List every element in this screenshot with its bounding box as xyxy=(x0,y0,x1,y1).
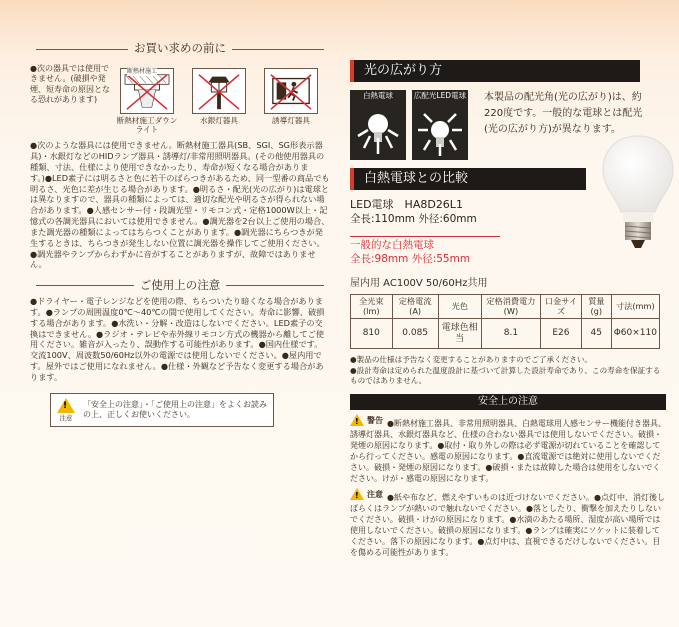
table-cell: 0.085 xyxy=(392,319,438,349)
model-line: LED電球 HA8D26L1 xyxy=(350,198,463,211)
led-label: 広配光LED電球 xyxy=(413,91,467,100)
caution-triangle-icon: ! xyxy=(350,488,364,500)
separator-line xyxy=(350,236,500,237)
insulated-box-text: 断熱材施工 xyxy=(127,68,158,75)
insulated-ceiling-icon xyxy=(120,68,174,114)
warning-triangle-icon: ! xyxy=(57,398,75,413)
caution-text: ●紙や布など、燃えやすいものは近づけないでください。●点灯中、消灯後しばらくはランプが熱いので触れないでください。●落としたり、衝撃を加えたりしないでください。破損・けがの原因になります。●水滴のあたる場所、湿度が高い場所では使用しないでください。破損の原因になります。●ランプは確実にソケットに装着してください。落下の原因になります。●点灯中は、直視できるだけしないでください。目を傷める可能性があります。 xyxy=(350,493,665,558)
table-header-cell: 質量(g) xyxy=(581,295,611,319)
caution-box xyxy=(50,393,274,428)
caution-block xyxy=(350,488,666,558)
table-header-cell: 寸法(mm) xyxy=(611,295,659,319)
spread-heading: 光の広がり方 xyxy=(350,60,640,82)
note-item: ●製品の仕様は予告なく変更することがありますのでご了承ください。 xyxy=(350,355,593,365)
table-cell: 8.1 xyxy=(481,319,540,349)
warning-label-block xyxy=(350,414,383,426)
intro-row xyxy=(30,60,330,134)
use-body: ●ドライヤー・電子レンジなどを使用の際、ちらついたり暗くなる場合があります。●ランプの周囲温度0℃～40℃の間で使用してください。寿命に影響、破損する場合があります。●水洗い・分解・改造はしないでください。LED素子の交換はできません。●ラジオ・テレビや赤外線リモコン方式の機器から離してご使用ください。雑音が入ったり、誤動作する可能性があります。●国内仕様です。交流100V、周波数50/60Hz以外の電源では使用しないでください。●屋内用です。屋外ではご使用になれません。●仕様・外観など予告なく変更する場合があります。 xyxy=(30,296,325,382)
table-header-cell: 光色 xyxy=(438,295,481,319)
caution-label-block xyxy=(350,488,383,500)
caution-icon-block xyxy=(57,398,75,423)
caution-label: 注意 xyxy=(367,489,383,499)
compare-heading: 白熱電球との比較 xyxy=(350,168,586,190)
note-item: ●設計寿命は定められた温度設計に基づいて計算した設計寿命であり、この寿命を保証するものではありません。 xyxy=(350,365,661,385)
table-cell: Φ60×110 xyxy=(611,319,659,349)
table-header-row xyxy=(351,295,660,319)
table-cell: 45 xyxy=(581,319,611,349)
table-header-cell: 定格消費電力(W) xyxy=(481,295,540,319)
table-cell: 電球色相当 xyxy=(438,319,481,349)
icon-item-insulated xyxy=(116,60,178,134)
general-bulb-size: 全長:98mm 外径:55mm xyxy=(350,253,471,266)
notes xyxy=(350,355,666,386)
indoor-line: 屋内用 AC100V 50/60Hz共用 xyxy=(350,278,488,290)
use-heading: ご使用上の注意 xyxy=(30,276,330,294)
spread-text: 本製品の配光角(光の広がり)は、約220度です。一般的な電球とは配光(光の広がり方)が異なります。 xyxy=(484,92,643,136)
icon-label-mercury: 水銀灯器具 xyxy=(200,116,238,125)
warning-triangle-icon: ! xyxy=(350,414,364,426)
product-bulb-icon xyxy=(599,132,677,252)
mercury-lamp-icon xyxy=(192,68,246,114)
icon-row xyxy=(116,60,322,134)
icon-label-exit: 誘導灯器具 xyxy=(272,116,310,125)
general-bulb-label: 一般的な白熱電球 xyxy=(350,239,434,252)
led-panel xyxy=(412,90,468,160)
warning-block xyxy=(350,414,666,484)
purchase-heading: お買い求めの前に xyxy=(30,40,330,58)
caution-label: 注意 xyxy=(59,413,73,422)
safety-body xyxy=(350,414,666,558)
led-bulb-icon xyxy=(412,108,468,160)
safety-heading: 安全上の注意 xyxy=(350,394,666,410)
intro-text: ●次の器具では使用できません。(破損や発煙、短寿命の原因となる恐れがあります) xyxy=(30,64,110,105)
purchase-body: ●次のような器具には使用できません。断熱材施工器具(SB、SGI、SG形表示器具)・水銀灯などのHIDランプ器具・誘導灯/非常用照明器具。(その他使用器具の種類、寸法、仕様により使用できなかったり、寿命が短くなる場合があります。)●LED素子には明るさと色に若干のばらつきがあるため、同一型番の商品でも明るさ、光色に差が生じる場合があります。●明るさ・配光(光の広がり)は電球とは異なりますので、器具の種類によっては、適切な配光や明るさが得られない場合があります。●人感センサー付・段調光型・リモコン式・定格1000W以上・記憶式の各調光器具においては使用できません。●調光器を2台以上ご使用の場合、また調光器の種類によってはちらつくことがあります。●調光器にちらつきが発生するときは、ちらつきが発生しない位置に調光器を操作してご使用ください。●調光器やランプからわずかに音がすることがありますが、故障ではありません。 xyxy=(30,140,330,270)
incandescent-panel xyxy=(350,90,406,160)
exit-sign-icon xyxy=(264,68,318,114)
icon-item-exit xyxy=(260,60,322,134)
table-header-cell: 定格電流(A) xyxy=(392,295,438,319)
warning-text: ●断熱材施工器具、非常用照明器具、白熱電球用人感センサー機能付き器具、誘導灯器具、水銀灯器具など、仕様の合わない器具では使用しないでください。破損・発煙の原因になります。●取付・取り外しの際は必ず電源が切れていることを確認してから行ってください。感電の原因になります。●直流電源では絶対に使用しないでください。破損・発煙の原因になります。●破損・または故障した場合は使用をしないでください。けが・感電の原因になります。 xyxy=(350,419,666,484)
table-row xyxy=(351,319,660,349)
caution-text: 「安全上の注意」・「ご使用上の注意」をよくお読みの上、正しくお使いください。 xyxy=(83,399,267,420)
table-header-cell: 全光束(lm) xyxy=(351,295,393,319)
incandescent-bulb-icon xyxy=(350,108,406,160)
icon-item-mercury xyxy=(188,60,250,134)
table-cell: 810 xyxy=(351,319,393,349)
model-size: 全長:110mm 外径:60mm xyxy=(350,212,477,225)
table-cell: E26 xyxy=(541,319,582,349)
table-header-cell: 口金サイズ xyxy=(541,295,582,319)
icon-label-insulated: 断熱材施工ダウンライト xyxy=(116,116,178,135)
spec-table xyxy=(350,294,660,349)
incandescent-label: 白熱電球 xyxy=(363,91,393,100)
warning-label: 警告 xyxy=(367,415,383,425)
left-column xyxy=(30,40,330,427)
